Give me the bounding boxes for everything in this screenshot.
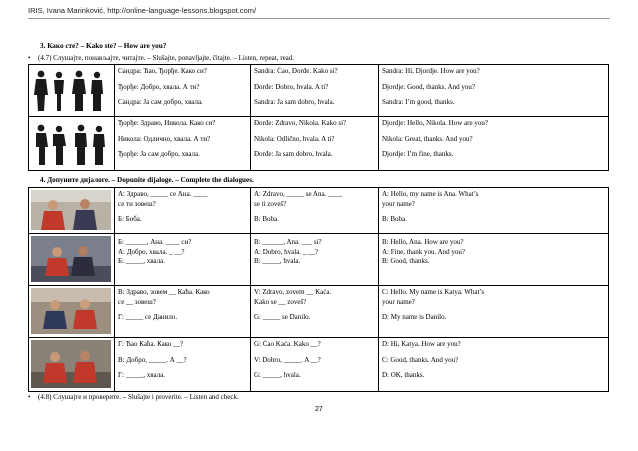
dialogue-row — [29, 65, 609, 117]
dialogue-row — [29, 188, 609, 234]
dialogue-row — [29, 286, 609, 338]
dialogue-line: Đorđe: Zdravo, Nikola. Kako si? — [254, 119, 347, 127]
dialogue-line: B: Boba. — [254, 215, 279, 224]
latin-cell — [251, 338, 379, 392]
page-number: 27 — [315, 406, 323, 413]
dialogue-line: C: Hello. My name is Katya. What’s — [382, 288, 485, 296]
people-photo-icon — [31, 340, 111, 388]
dialogue-line: B: ______, Ana. ___ si? — [254, 238, 322, 246]
english-cell — [379, 188, 609, 234]
header-rule — [28, 18, 610, 19]
cyrillic-cell — [115, 117, 251, 171]
instruction-text: (4.7) Слушајте, понављајте, читајте. – Slušajte, ponavljajte, čitajte. – Listen, repeat, read. — [38, 54, 295, 62]
english-cell — [379, 65, 609, 117]
dialogue-line: B: Good, thanks. — [382, 257, 430, 266]
dialogue-line: A: Zdravo, _____ se Ana. ____ — [254, 190, 343, 198]
latin-cell — [251, 234, 379, 286]
dialogue-line: B: _____, hvala. — [254, 257, 301, 266]
cyrillic-cell — [115, 65, 251, 117]
english-cell — [379, 234, 609, 286]
dialogue-line: Đorđe: Ja sam dobro, hvala. — [254, 150, 333, 159]
section-3-title: 3. Како сте? – Kako ste? – How are you? — [40, 42, 167, 50]
dialogue-line: your name? — [382, 297, 415, 306]
dialogue-line: C: Good, thanks. And you? — [382, 355, 459, 364]
latin-cell — [251, 286, 379, 338]
dialogue-line: A: Fine, thank you. And you? — [382, 247, 466, 256]
dialogue-line: Djordje: Good, thanks. And you? — [382, 82, 475, 91]
people-photo-icon — [31, 288, 111, 334]
latin-cell — [251, 117, 379, 171]
section-3-instruction — [28, 54, 294, 62]
dialogue-line: Г: _____, хвала. — [118, 371, 165, 380]
dialogue-line: Б: _____, хвала. — [118, 257, 165, 266]
dialogue-line: Sandra: Hi, Djordje. How are you? — [382, 67, 480, 75]
dialogue-line: G: _____, hvala. — [254, 371, 301, 380]
dialogue-line: V: Zdravo, zovem __ Kaća. — [254, 288, 332, 296]
dialogue-line: А: Добро, хвала. _ __? — [118, 247, 185, 256]
photo-1 — [29, 188, 115, 234]
cyrillic-cell — [115, 234, 251, 286]
dialogue-line: В: Здраво, зовем __ Каћа. Како — [118, 288, 210, 296]
dialogue-line: D: OK, thanks. — [382, 371, 425, 380]
latin-cell — [251, 188, 379, 234]
dialogue-line: се ти зовеш? — [118, 199, 156, 208]
dialogue-line: Djordje: I’m fine, thanks. — [382, 150, 454, 159]
dialogue-line: Никола: Одлично, хвала. А ти? — [118, 134, 211, 143]
dialogue-line: B: Boba. — [382, 215, 407, 224]
dialogue-row — [29, 338, 609, 392]
bullet-icon: • — [28, 393, 31, 401]
photo-2 — [29, 234, 115, 286]
dialogue-line: Nikola: Odlično, hvala. A ti? — [254, 134, 335, 143]
english-cell — [379, 286, 609, 338]
english-cell — [379, 117, 609, 171]
dialogue-line: Ђорђе: Ја сам добро, хвала. — [118, 150, 200, 159]
dialogue-line: се __ зовеш? — [118, 297, 156, 306]
people-silhouette-icon — [31, 119, 111, 167]
dialogue-line: Sandra: Ćao, Đorđe. Kako si? — [254, 67, 338, 75]
dialogue-table-listen — [28, 64, 609, 171]
english-cell — [379, 338, 609, 392]
dialogue-row — [29, 234, 609, 286]
dialogue-line: Б: ______, Ана. ____ си? — [118, 238, 192, 246]
silhouette-image-2 — [29, 117, 115, 171]
instruction-text: (4.8) Слушајте и проверите. – Slušajte i proverite. – Listen and check. — [38, 393, 239, 401]
dialogue-line: your name? — [382, 199, 415, 208]
dialogue-line: D: My name is Danilo. — [382, 313, 447, 322]
dialogue-line: Сандра: Ћао, Ђорђе. Како си? — [118, 67, 207, 75]
dialogue-line: Đorđe: Dobro, hvala. A ti? — [254, 82, 329, 91]
people-photo-icon — [31, 190, 111, 230]
listen-check-instruction — [28, 393, 239, 401]
dialogue-line: Ђорђе: Добро, хвала. А ти? — [118, 82, 200, 91]
dialogue-line: А: Здраво, _____ се Ана. ____ — [118, 190, 208, 198]
photo-3 — [29, 286, 115, 338]
dialogue-line: G: Ćao Kaća. Kako __? — [254, 340, 321, 348]
dialogue-line: Сандра: Ја сам добро, хвала. — [118, 98, 203, 107]
silhouette-image-1 — [29, 65, 115, 117]
people-photo-icon — [31, 236, 111, 282]
dialogue-line: se ti zoveš? — [254, 199, 287, 208]
dialogue-line: Sandra: I’m good, thanks. — [382, 98, 455, 107]
dialogue-line: D: Hi, Katya. How are you? — [382, 340, 461, 348]
dialogue-line: Ђорђе: Здраво, Никола. Како си? — [118, 119, 216, 127]
dialogue-line: Г: _____ се Данило. — [118, 313, 178, 322]
photo-4 — [29, 338, 115, 392]
bullet-icon: • — [28, 54, 31, 62]
dialogue-row — [29, 117, 609, 171]
dialogue-line: Djordje: Hello, Nikola. How are you? — [382, 119, 488, 127]
latin-cell — [251, 65, 379, 117]
dialogue-line: A: Hello, my name is Ana. What’s — [382, 190, 479, 198]
cyrillic-cell — [115, 338, 251, 392]
dialogue-line: G: _____ se Danilo. — [254, 313, 311, 322]
dialogue-line: Г: Ћао Каћа. Како __? — [118, 340, 184, 348]
people-silhouette-icon — [31, 67, 111, 113]
cyrillic-cell — [115, 286, 251, 338]
dialogue-line: Sandra: Ja sam dobro, hvala. — [254, 98, 335, 107]
cyrillic-cell — [115, 188, 251, 234]
dialogue-line: B: Hello, Ana. How are you? — [382, 238, 464, 246]
section-4-title: 4. Допуните дијалоге. – Dopunite dijaloge. – Complete the dialogues. — [40, 176, 254, 184]
dialogue-line: Nikola: Great, thanks. And you? — [382, 134, 473, 143]
dialogue-line: Kako se __ zoveš? — [254, 297, 307, 306]
dialogue-table-complete — [28, 187, 609, 392]
document-header: IRIS, Ivana Marinković, http://online-language-lessons.blogspot.com/ — [28, 6, 257, 15]
dialogue-line: Б: Боба. — [118, 215, 142, 224]
dialogue-line: V: Dobro, _____. A __? — [254, 355, 321, 364]
dialogue-line: В: Добро, _____. А __? — [118, 355, 187, 364]
dialogue-line: A: Dobro, hvala. _ __? — [254, 247, 319, 256]
